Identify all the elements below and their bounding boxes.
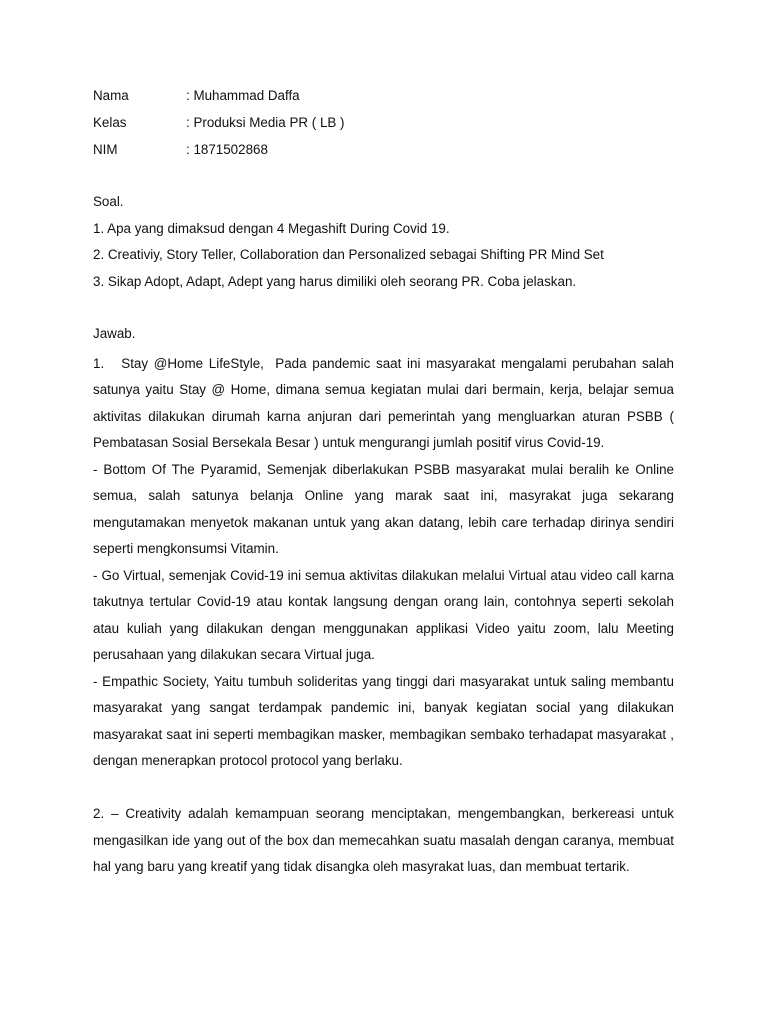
answer-1-empathic-society: - Empathic Society, Yaitu tumbuh solideritas yang tinggi dari masyarakat untuk saling membantu masyarakat yang sangat terdampak pandemic ini, banyak kegiatan social yang dilakukan masyarakat saat ini seperti membagikan masker, membagikan sembako terhadapat masyarakat , dengan menerapkan protocol protocol yang berlaku. <box>93 673 674 768</box>
document-page <box>93 86 678 881</box>
question-3: 3. Sikap Adopt, Adapt, Adept yang harus dimiliki oleh seorang PR. Coba jelaskan. <box>93 273 577 289</box>
answers-heading: Jawab. <box>93 326 136 341</box>
answer-1-stay-home: 1. Stay @Home LifeStyle, Pada pandemic saat ini masyarakat mengalami perubahan salah satunya yaitu Stay @ Home, dimana semua kegiatan mulai dari bermain, kerja, belajar semua aktivitas dilakukan dirumah karna anjuran dari pemerintah yang mengluarkan aturan PSBB ( Pembatasan Sosial Bersekala Besar ) untuk mengurangi jumlah positif virus Covid-19. <box>93 355 678 450</box>
nim-value: : 1871502868 <box>186 142 268 157</box>
answer-1-go-virtual: - Go Virtual, semenjak Covid-19 ini semua aktivitas dilakukan melalui Virtual atau video call karna takutnya tertular Covid-19 atau kontak langsung dengan orang lain, contohnya seperti sekolah atau kuliah yang dilakukan dengan menggunakan applikasi Video yaitu zoom, lalu Meeting perusahaan yang dilakukan secara Virtual juga. <box>93 567 674 662</box>
questions-heading: Soal. <box>93 194 124 209</box>
nim-row <box>93 140 674 167</box>
name-label: Nama <box>93 88 129 103</box>
nim-label: NIM <box>93 142 118 157</box>
question-1: 1. Apa yang dimaksud dengan 4 Megashift During Covid 19. <box>93 220 450 236</box>
name-row <box>93 86 674 113</box>
name-value: : Muhammad Daffa <box>186 88 300 103</box>
answer-1-bottom-pyramid: - Bottom Of The Pyaramid, Semenjak diberlakukan PSBB masyarakat mulai beralih ke Online semua, salah satunya belanja Online yang marak saat ini, masyrakat juga sekarang mengutamakan menyetok makanan untuk yang akan datang, lebih care terhadap dirinya sendiri seperti mengkonsumsi Vitamin. <box>93 461 674 556</box>
class-label: Kelas <box>93 115 127 130</box>
class-value: : Produksi Media PR ( LB ) <box>186 115 345 130</box>
answer-2-creativity: 2. – Creativity adalah kemampuan seorang menciptakan, mengembangkan, berkereasi untuk mengasilkan ide yang out of the box dan memecahkan suatu masalah dengan caranya, membuat hal yang baru yang kreatif yang tidak disangka oleh masyrakat luas, dan membuat tertarik. <box>93 806 674 874</box>
question-2: 2. Creativiy, Story Teller, Collaboration dan Personalized sebagai Shifting PR Mind Set <box>93 247 604 262</box>
class-row <box>93 113 674 140</box>
